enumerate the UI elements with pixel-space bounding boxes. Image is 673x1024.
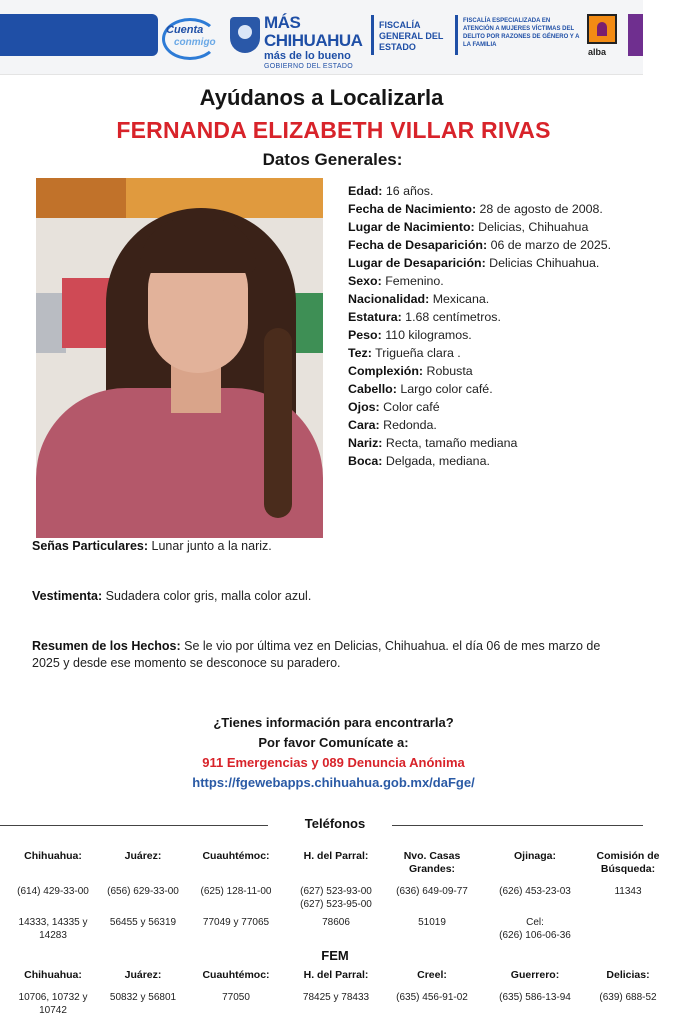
data-label: Nariz: bbox=[348, 436, 383, 450]
data-value: Recta, tamaño mediana bbox=[385, 436, 518, 450]
data-label: Boca: bbox=[348, 454, 383, 468]
report-url-link[interactable]: https://fgewebapps.chihuahua.gob.mx/daFge/ bbox=[192, 775, 475, 790]
data-row bbox=[348, 290, 643, 308]
data-row bbox=[348, 254, 643, 272]
data-row bbox=[348, 200, 643, 218]
phone-city-header: Ojinaga: bbox=[513, 850, 556, 862]
fiscalia-especializada-logo: FISCALÍA ESPECIALIZADA EN ATENCIÓN A MUJERES VÍCTIMAS DEL DELITO POR RAZONES DE GÉNERO Y A LA FAMILIA bbox=[463, 18, 580, 48]
data-value: Trigueña clara . bbox=[375, 346, 461, 360]
telefonos-title: Teléfonos bbox=[304, 816, 366, 831]
fem-city-header: Delicias: bbox=[606, 969, 650, 981]
data-row bbox=[348, 380, 643, 398]
data-value: Delgada, mediana. bbox=[385, 454, 490, 468]
data-value: Delicias, Chihuahua bbox=[478, 220, 589, 234]
data-value: 16 años. bbox=[385, 184, 434, 198]
data-row bbox=[348, 308, 643, 326]
data-row bbox=[348, 236, 643, 254]
phone-number: (626) 453-23-03 bbox=[499, 886, 571, 897]
data-value: Color café bbox=[383, 400, 440, 414]
data-label: Nacionalidad: bbox=[348, 292, 430, 306]
phone-number: 11343 bbox=[614, 886, 642, 897]
section-title: Datos Generales: bbox=[262, 150, 403, 169]
data-row bbox=[348, 326, 643, 344]
data-row bbox=[348, 272, 643, 290]
header-divider bbox=[371, 15, 374, 55]
phone-number: (614) 429-33-00 bbox=[17, 886, 89, 897]
headline: Ayúdanos a Localizarla bbox=[199, 85, 444, 110]
phone-number: (656) 629-33-00 bbox=[107, 886, 179, 897]
phone-extension: 14333, 14335 y 14283 bbox=[18, 917, 88, 941]
data-row bbox=[348, 344, 643, 362]
senas-particulares: Señas Particulares: Lunar junto a la nariz. bbox=[32, 539, 272, 553]
resumen-hechos: Resumen de los Hechos: Se le vio por última vez en Delicias, Chihuahua. el día 06 de mes marzo de 2025 y desde ese momento se desconoce su paradero. bbox=[32, 639, 601, 670]
missing-person-photo bbox=[36, 178, 323, 524]
data-row bbox=[348, 398, 643, 416]
phone-city-header: Juárez: bbox=[124, 850, 162, 862]
data-row bbox=[348, 218, 643, 236]
phone-city-header: Chihuahua: bbox=[24, 850, 82, 862]
fem-city-header: Cuauhtémoc: bbox=[202, 969, 270, 981]
fiscalia-logo: FISCALÍA GENERAL DEL ESTADO bbox=[379, 20, 444, 52]
data-value: 28 de agosto de 2008. bbox=[479, 202, 603, 216]
contact-please: Por favor Comunícate a: bbox=[258, 735, 409, 750]
data-value: Largo color café. bbox=[400, 382, 493, 396]
fem-city-header: H. del Parral: bbox=[303, 969, 369, 981]
data-label: Lugar de Nacimiento: bbox=[348, 220, 475, 234]
contact-question: ¿Tienes información para encontrarla? bbox=[213, 715, 454, 730]
fem-city-header: Chihuahua: bbox=[24, 969, 82, 981]
data-value: 06 de marzo de 2025. bbox=[490, 238, 612, 252]
data-label: Tez: bbox=[348, 346, 372, 360]
header-purple-bar bbox=[628, 14, 643, 56]
phone-extension: 78606 bbox=[322, 917, 350, 928]
data-value: Robusta bbox=[426, 364, 473, 378]
mas-chihuahua-logo: MÁS CHIHUAHUA más de lo bueno GOBIERNO DEL ESTADO bbox=[264, 13, 363, 70]
fem-extension: 77050 bbox=[222, 992, 250, 1003]
data-label: Cara: bbox=[348, 418, 380, 432]
data-row bbox=[348, 182, 643, 200]
phone-extension: 56455 y 56319 bbox=[109, 917, 177, 928]
data-label: Ojos: bbox=[348, 400, 380, 414]
phone-extension: 51019 bbox=[418, 917, 446, 928]
phone-number: (627) 523-93-00 (627) 523-95-00 bbox=[300, 886, 372, 910]
missing-person-name: FERNANDA ELIZABETH VILLAR RIVAS bbox=[116, 117, 551, 143]
fem-extension: 50832 y 56801 bbox=[109, 992, 177, 1003]
fem-extension: (635) 586-13-94 bbox=[499, 992, 571, 1003]
divider-line bbox=[0, 825, 268, 826]
fem-extension: (639) 688-52 bbox=[599, 992, 657, 1003]
phone-city-header: Cuauhtémoc: bbox=[202, 850, 270, 862]
data-label: Cabello: bbox=[348, 382, 397, 396]
fem-city-header: Creel: bbox=[417, 969, 447, 981]
phone-extension: 77049 y 77065 bbox=[202, 917, 270, 928]
phone-extension: Cel: (626) 106-06-36 bbox=[499, 917, 571, 941]
header-divider bbox=[455, 15, 458, 55]
fem-extension: 78425 y 78433 bbox=[302, 992, 370, 1003]
cuenta-conmigo-logo: Cuenta conmigo bbox=[160, 14, 218, 58]
data-value: Femenino. bbox=[385, 274, 444, 288]
data-label: Sexo: bbox=[348, 274, 382, 288]
data-label: Estatura: bbox=[348, 310, 402, 324]
logo-header-band bbox=[0, 0, 643, 75]
data-row bbox=[348, 362, 643, 380]
fem-title: FEM bbox=[321, 948, 349, 963]
data-value: 1.68 centímetros. bbox=[405, 310, 501, 324]
phone-city-header: H. del Parral: bbox=[303, 850, 369, 862]
data-value: Redonda. bbox=[383, 418, 437, 432]
data-row bbox=[348, 452, 643, 470]
data-label: Peso: bbox=[348, 328, 382, 342]
fem-city-header: Juárez: bbox=[124, 969, 162, 981]
state-shield-icon bbox=[230, 17, 260, 53]
vestimenta: Vestimenta: Sudadera color gris, malla color azul. bbox=[32, 589, 312, 603]
data-value: 110 kilogramos. bbox=[385, 328, 472, 342]
phone-number: (625) 128-11-00 bbox=[200, 886, 272, 897]
divider-line bbox=[392, 825, 643, 826]
header-blue-bar bbox=[0, 14, 158, 56]
data-value: Delicias Chihuahua. bbox=[489, 256, 600, 270]
data-value: Mexicana. bbox=[432, 292, 490, 306]
fem-city-header: Guerrero: bbox=[510, 969, 560, 981]
fem-extension: 10706, 10732 y 10742 bbox=[18, 992, 88, 1016]
phone-city-header: Nvo. Casas Grandes: bbox=[403, 850, 461, 875]
alba-logo: alba bbox=[587, 14, 617, 60]
fem-extension: (635) 456-91-02 bbox=[396, 992, 468, 1003]
data-row bbox=[348, 416, 643, 434]
data-label: Complexión: bbox=[348, 364, 424, 378]
data-label: Fecha de Desaparición: bbox=[348, 238, 488, 252]
data-row bbox=[348, 434, 643, 452]
emergency-numbers: 911 Emergencias y 089 Denuncia Anónima bbox=[202, 755, 465, 770]
data-label: Lugar de Desaparición: bbox=[348, 256, 486, 270]
data-label: Edad: bbox=[348, 184, 383, 198]
phone-number: (636) 649-09-77 bbox=[396, 886, 468, 897]
phone-city-header: Comisión de Búsqueda: bbox=[596, 850, 660, 875]
general-data-list bbox=[348, 182, 643, 470]
data-label: Fecha de Nacimiento: bbox=[348, 202, 477, 216]
